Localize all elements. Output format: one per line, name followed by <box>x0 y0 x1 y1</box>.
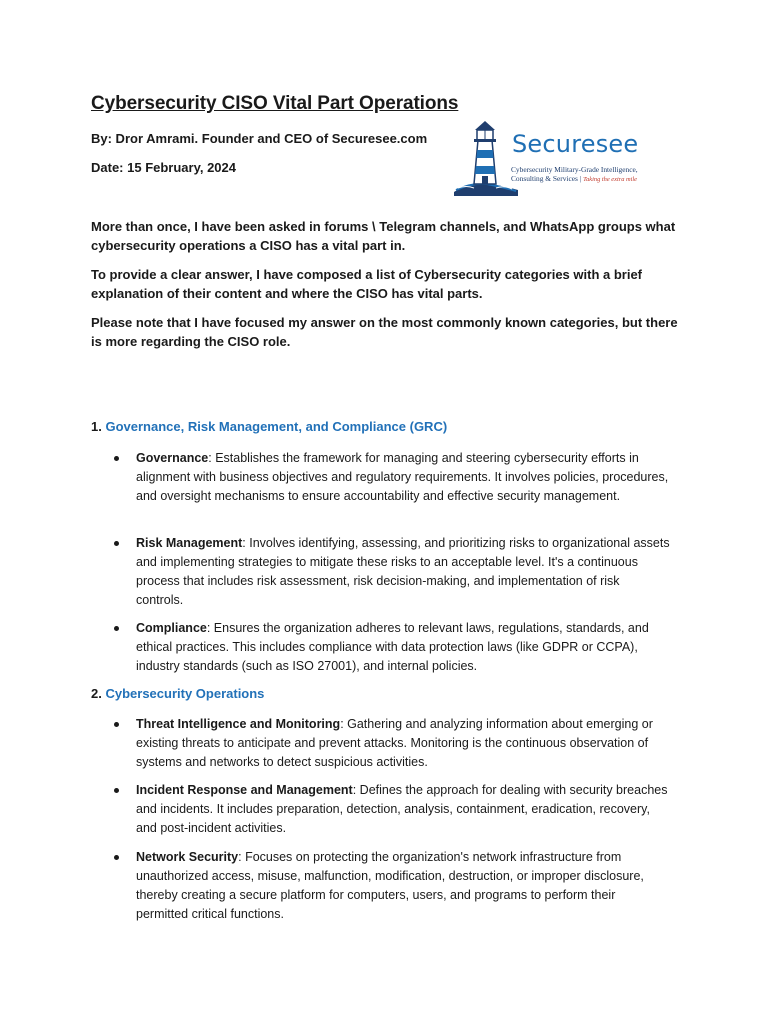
document-title: Cybersecurity CISO Vital Part Operations <box>91 93 459 114</box>
list-item-term: Risk Management <box>136 536 243 550</box>
intro-paragraph: More than once, I have been asked in forums \ Telegram channels, and WhatsApp groups what cybersecurity operations a CISO has a vital part in. <box>91 219 676 253</box>
list-item <box>110 781 670 838</box>
list-item <box>110 449 670 506</box>
bullet-icon <box>114 456 119 461</box>
list-item-description: : Focuses on protecting the organization's network infrastructure from unauthorized access, misuse, malfunction, modification, destruction, or improper disclosure, thereby creating a secure platform for computers, users, and programs to perform their permitted critical functions. <box>136 850 644 921</box>
list-item-description: : Defines the approach for dealing with security breaches and incidents. It includes preparation, detection, analysis, containment, eradication, recovery, and post-incident activities. <box>136 783 668 835</box>
logo-motto: Taking the extra mile <box>583 176 638 183</box>
section-heading-link[interactable]: Governance, Risk Management, and Compliance (GRC) <box>105 419 448 434</box>
list-item-text <box>136 848 670 924</box>
securesee-logo <box>452 118 682 198</box>
logo-tagline-line1: Cybersecurity Military-Grade Intelligence, <box>511 165 638 174</box>
section-heading <box>91 419 447 434</box>
section-heading <box>91 686 264 701</box>
section-number: 2. <box>91 686 102 701</box>
list-item-term: Incident Response and Management <box>136 783 353 797</box>
intro-paragraph: Please note that I have focused my answer on the most commonly known categories, but there is more regarding the CISO role. <box>91 315 678 349</box>
logo-wordmark: Securesee <box>512 130 639 158</box>
section-number: 1. <box>91 419 102 434</box>
list-item-text <box>136 449 670 506</box>
bullet-icon <box>114 788 119 793</box>
list-item-text <box>136 715 670 772</box>
list-item-description: : Gathering and analyzing information about emerging or existing threats to anticipate and prevent attacks. Monitoring is the continuous observation of systems and networks to detect suspicious activities. <box>136 717 653 769</box>
bullet-icon <box>114 722 119 727</box>
bullet-icon <box>114 855 119 860</box>
author-line: By: Dror Amrami. Founder and CEO of Securesee.com <box>91 131 428 146</box>
list-item <box>110 534 670 610</box>
bullet-icon <box>114 541 119 546</box>
list-item <box>110 619 670 676</box>
list-item-term: Threat Intelligence and Monitoring <box>136 717 341 731</box>
list-item-term: Compliance <box>136 621 207 635</box>
logo-tagline <box>511 165 671 184</box>
list-item-text <box>136 619 670 676</box>
bullet-icon <box>114 626 119 631</box>
list-item-term: Network Security <box>136 850 239 864</box>
list-item-description: : Ensures the organization adheres to relevant laws, regulations, standards, and ethical practices. This includes compliance with data protection laws (like GDPR or CCPA), industry standards (such as ISO 27001), and internal policies. <box>136 621 649 673</box>
section-heading-link[interactable]: Cybersecurity Operations <box>105 686 265 701</box>
list-item-description: : Involves identifying, assessing, and prioritizing risks to organizational assets and implementing strategies to mitigate these risks to an acceptable level. It's a continuous process that includes risk assessment, risk decision-making, and implementation of risk controls. <box>136 536 670 607</box>
intro-paragraph: To provide a clear answer, I have composed a list of Cybersecurity categories with a brief explanation of their content and where the CISO has vital parts. <box>91 267 643 301</box>
logo-tagline-line2-wrap <box>511 174 671 184</box>
logo-tagline-line2: Consulting & Services | <box>511 174 582 183</box>
list-item <box>110 715 670 772</box>
list-item-term: Governance <box>136 451 209 465</box>
list-item-text <box>136 781 670 838</box>
list-item <box>110 848 670 924</box>
list-item-text <box>136 534 670 610</box>
list-item-description: : Establishes the framework for managing and steering cybersecurity efforts in alignment with business objectives and regulatory requirements. It involves policies, procedures, and oversight mechanisms to ensure accountability and effective security management. <box>136 451 669 503</box>
date-line: Date: 15 February, 2024 <box>91 160 236 175</box>
